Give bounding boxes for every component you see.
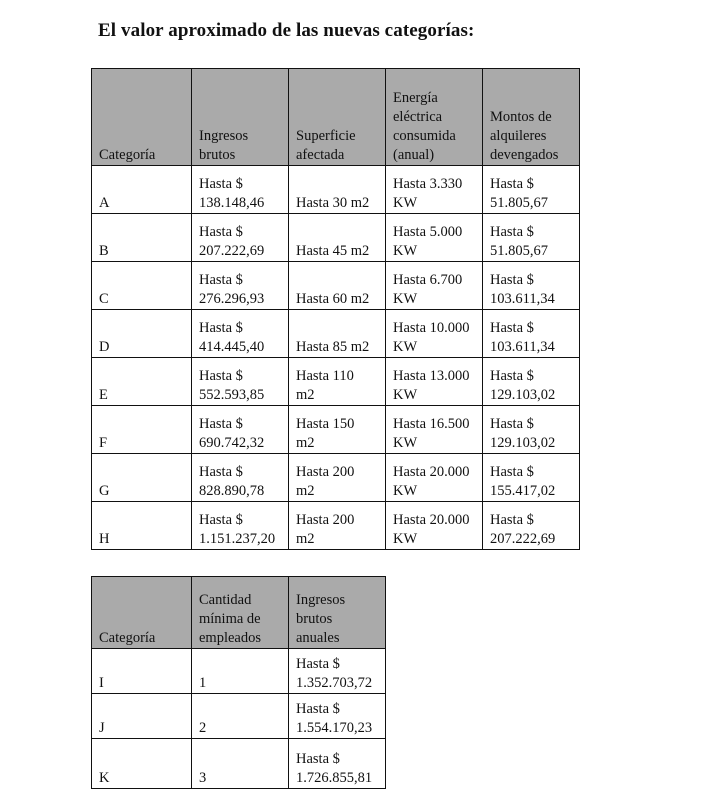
- cell-categoria: [92, 454, 192, 502]
- cell-categoria: [92, 694, 192, 739]
- cell-text-line: 103.611,34: [490, 339, 555, 355]
- table-row: [92, 502, 580, 550]
- cell-text-line: m2: [296, 387, 315, 403]
- table-row: [92, 214, 580, 262]
- cell-energia: [386, 454, 483, 502]
- cell-categoria: [92, 649, 192, 694]
- cell-cantidad-empleados: [192, 649, 289, 694]
- cell-text-line: Hasta 20.000: [393, 464, 470, 480]
- cell-text-line: 3: [199, 770, 207, 786]
- table-row: [92, 454, 580, 502]
- cell-energia: [386, 214, 483, 262]
- cell-text-line: Hasta 110: [296, 368, 354, 384]
- cell-text-line: 207.222,69: [199, 243, 265, 259]
- cell-text-line: Hasta $: [199, 368, 243, 384]
- cell-text-line: 276.296,93: [199, 291, 265, 307]
- cell-superficie: [289, 310, 386, 358]
- header-superficie: [289, 69, 386, 166]
- cell-text-line: D: [99, 339, 110, 355]
- cell-text-line: consumida: [393, 128, 456, 144]
- cell-text-line: 129.103,02: [490, 435, 556, 451]
- cell-energia: [386, 310, 483, 358]
- cell-text-line: empleados: [199, 630, 262, 646]
- header-ingresos-brutos: [192, 69, 289, 166]
- cell-cantidad-empleados: [192, 739, 289, 789]
- cell-ingresos-brutos: [192, 166, 289, 214]
- cell-superficie: [289, 454, 386, 502]
- cell-text-line: Hasta $: [490, 416, 534, 432]
- table-row: [92, 694, 386, 739]
- cell-text-line: Hasta 150: [296, 416, 355, 432]
- employees-table: [91, 576, 386, 789]
- cell-text-line: m2: [296, 483, 315, 499]
- cell-text-line: Hasta 16.500: [393, 416, 470, 432]
- cell-text-line: 51.805,67: [490, 195, 548, 211]
- cell-text-line: m2: [296, 435, 315, 451]
- header-montos-alquileres: [483, 69, 580, 166]
- cell-categoria: [92, 310, 192, 358]
- cell-superficie: [289, 358, 386, 406]
- cell-ingresos-brutos: [192, 358, 289, 406]
- cell-text-line: Hasta $: [199, 320, 243, 336]
- cell-text-line: Hasta $: [490, 176, 534, 192]
- table-row: [92, 406, 580, 454]
- cell-montos-alquileres: [483, 310, 580, 358]
- cell-text-line: Hasta $: [490, 464, 534, 480]
- cell-text-line: Hasta $: [199, 464, 243, 480]
- cell-cantidad-empleados: [192, 694, 289, 739]
- cell-text-line: 1.151.237,20: [199, 531, 276, 547]
- cell-text-line: 1.554.170,23: [296, 720, 373, 736]
- cell-text-line: afectada: [296, 147, 345, 163]
- cell-text-line: Hasta 13.000: [393, 368, 470, 384]
- cell-categoria: [92, 214, 192, 262]
- cell-ingresos-brutos: [192, 310, 289, 358]
- cell-text-line: KW: [393, 339, 418, 355]
- cell-energia: [386, 262, 483, 310]
- cell-text-line: mínima de: [199, 611, 261, 627]
- cell-ingresos-brutos: [192, 454, 289, 502]
- cell-text-line: Hasta 10.000: [393, 320, 470, 336]
- cell-text-line: (anual): [393, 147, 435, 163]
- cell-text-line: Categoría: [99, 147, 156, 163]
- table-row: [92, 649, 386, 694]
- cell-ingresos-anuales: [289, 649, 386, 694]
- cell-text-line: 155.417,02: [490, 483, 556, 499]
- cell-text-line: Hasta 45 m2: [296, 243, 370, 259]
- cell-text-line: Hasta 200: [296, 464, 355, 480]
- cell-text-line: Hasta 20.000: [393, 512, 470, 528]
- cell-text-line: Hasta $: [490, 512, 534, 528]
- cell-text-line: Hasta 6.700: [393, 272, 463, 288]
- cell-montos-alquileres: [483, 502, 580, 550]
- cell-text-line: Hasta 3.330: [393, 176, 463, 192]
- cell-categoria: [92, 358, 192, 406]
- cell-montos-alquileres: [483, 358, 580, 406]
- cell-text-line: anuales: [296, 630, 340, 646]
- table-row: [92, 166, 580, 214]
- cell-text-line: KW: [393, 531, 418, 547]
- table-row: [92, 358, 580, 406]
- cell-text-line: Hasta 60 m2: [296, 291, 370, 307]
- cell-categoria: [92, 406, 192, 454]
- cell-text-line: Hasta $: [490, 320, 534, 336]
- header-cantidad-empleados: [192, 577, 289, 649]
- cell-text-line: Hasta $: [199, 512, 243, 528]
- cell-ingresos-anuales: [289, 739, 386, 789]
- table-row: [92, 262, 580, 310]
- cell-text-line: Hasta 85 m2: [296, 339, 370, 355]
- cell-text-line: KW: [393, 291, 418, 307]
- cell-text-line: 1.726.855,81: [296, 770, 373, 786]
- cell-text-line: A: [99, 195, 110, 211]
- cell-superficie: [289, 262, 386, 310]
- cell-text-line: Hasta 30 m2: [296, 195, 370, 211]
- cell-text-line: KW: [393, 387, 418, 403]
- cell-text-line: Hasta $: [490, 272, 534, 288]
- table-header-row: [92, 577, 386, 649]
- cell-text-line: m2: [296, 531, 315, 547]
- cell-text-line: Cantidad: [199, 592, 252, 608]
- cell-categoria: [92, 262, 192, 310]
- cell-text-line: Energía: [393, 90, 438, 106]
- cell-text-line: 207.222,69: [490, 531, 556, 547]
- cell-text-line: KW: [393, 195, 418, 211]
- cell-text-line: Hasta $: [296, 656, 340, 672]
- cell-text-line: Hasta $: [199, 272, 243, 288]
- cell-energia: [386, 358, 483, 406]
- cell-text-line: 103.611,34: [490, 291, 555, 307]
- cell-text-line: 129.103,02: [490, 387, 556, 403]
- cell-text-line: Hasta $: [490, 224, 534, 240]
- header-energia: [386, 69, 483, 166]
- cell-text-line: Hasta $: [490, 368, 534, 384]
- cell-text-line: 2: [199, 720, 207, 736]
- cell-text-line: 51.805,67: [490, 243, 548, 259]
- cell-text-line: J: [99, 720, 105, 736]
- cell-text-line: 690.742,32: [199, 435, 265, 451]
- cell-text-line: 414.445,40: [199, 339, 265, 355]
- cell-text-line: C: [99, 291, 109, 307]
- cell-text-line: 1.352.703,72: [296, 675, 373, 691]
- cell-text-line: Hasta 5.000: [393, 224, 463, 240]
- cell-ingresos-anuales: [289, 694, 386, 739]
- cell-categoria: [92, 739, 192, 789]
- cell-energia: [386, 502, 483, 550]
- cell-text-line: Ingresos: [199, 128, 249, 144]
- cell-text-line: Hasta $: [296, 701, 340, 717]
- categories-table: [91, 68, 580, 550]
- cell-text-line: brutos: [296, 611, 333, 627]
- table-header-row: [92, 69, 580, 166]
- cell-ingresos-brutos: [192, 502, 289, 550]
- cell-text-line: 828.890,78: [199, 483, 265, 499]
- cell-superficie: [289, 406, 386, 454]
- header-categoria: [92, 577, 192, 649]
- cell-categoria: [92, 166, 192, 214]
- cell-montos-alquileres: [483, 214, 580, 262]
- cell-text-line: Hasta 200: [296, 512, 355, 528]
- cell-text-line: KW: [393, 243, 418, 259]
- table-row: [92, 310, 580, 358]
- cell-text-line: K: [99, 770, 110, 786]
- cell-text-line: 1: [199, 675, 207, 691]
- cell-montos-alquileres: [483, 454, 580, 502]
- cell-text-line: alquileres: [490, 128, 547, 144]
- cell-text-line: F: [99, 435, 108, 451]
- cell-text-line: KW: [393, 435, 418, 451]
- cell-energia: [386, 406, 483, 454]
- page-title: El valor aproximado de las nuevas categorías:: [98, 20, 475, 41]
- cell-text-line: I: [99, 675, 104, 691]
- cell-text-line: Categoría: [99, 630, 156, 646]
- table-row: [92, 739, 386, 789]
- cell-text-line: brutos: [199, 147, 236, 163]
- cell-superficie: [289, 214, 386, 262]
- cell-text-line: Montos de: [490, 109, 552, 125]
- cell-text-line: B: [99, 243, 109, 259]
- cell-text-line: Hasta $: [199, 224, 243, 240]
- header-ingresos-anuales: [289, 577, 386, 649]
- cell-text-line: 552.593,85: [199, 387, 265, 403]
- cell-ingresos-brutos: [192, 214, 289, 262]
- cell-montos-alquileres: [483, 406, 580, 454]
- cell-text-line: E: [99, 387, 108, 403]
- cell-energia: [386, 166, 483, 214]
- cell-montos-alquileres: [483, 262, 580, 310]
- cell-ingresos-brutos: [192, 262, 289, 310]
- cell-text-line: Superficie: [296, 128, 356, 144]
- cell-montos-alquileres: [483, 166, 580, 214]
- cell-text-line: Ingresos: [296, 592, 346, 608]
- cell-text-line: eléctrica: [393, 109, 443, 125]
- cell-superficie: [289, 166, 386, 214]
- cell-text-line: KW: [393, 483, 418, 499]
- cell-text-line: Hasta $: [296, 751, 340, 767]
- cell-text-line: 138.148,46: [199, 195, 265, 211]
- cell-superficie: [289, 502, 386, 550]
- cell-text-line: devengados: [490, 147, 559, 163]
- cell-text-line: G: [99, 483, 110, 499]
- header-categoria: [92, 69, 192, 166]
- cell-ingresos-brutos: [192, 406, 289, 454]
- cell-text-line: H: [99, 531, 110, 547]
- cell-text-line: Hasta $: [199, 416, 243, 432]
- cell-text-line: Hasta $: [199, 176, 243, 192]
- cell-categoria: [92, 502, 192, 550]
